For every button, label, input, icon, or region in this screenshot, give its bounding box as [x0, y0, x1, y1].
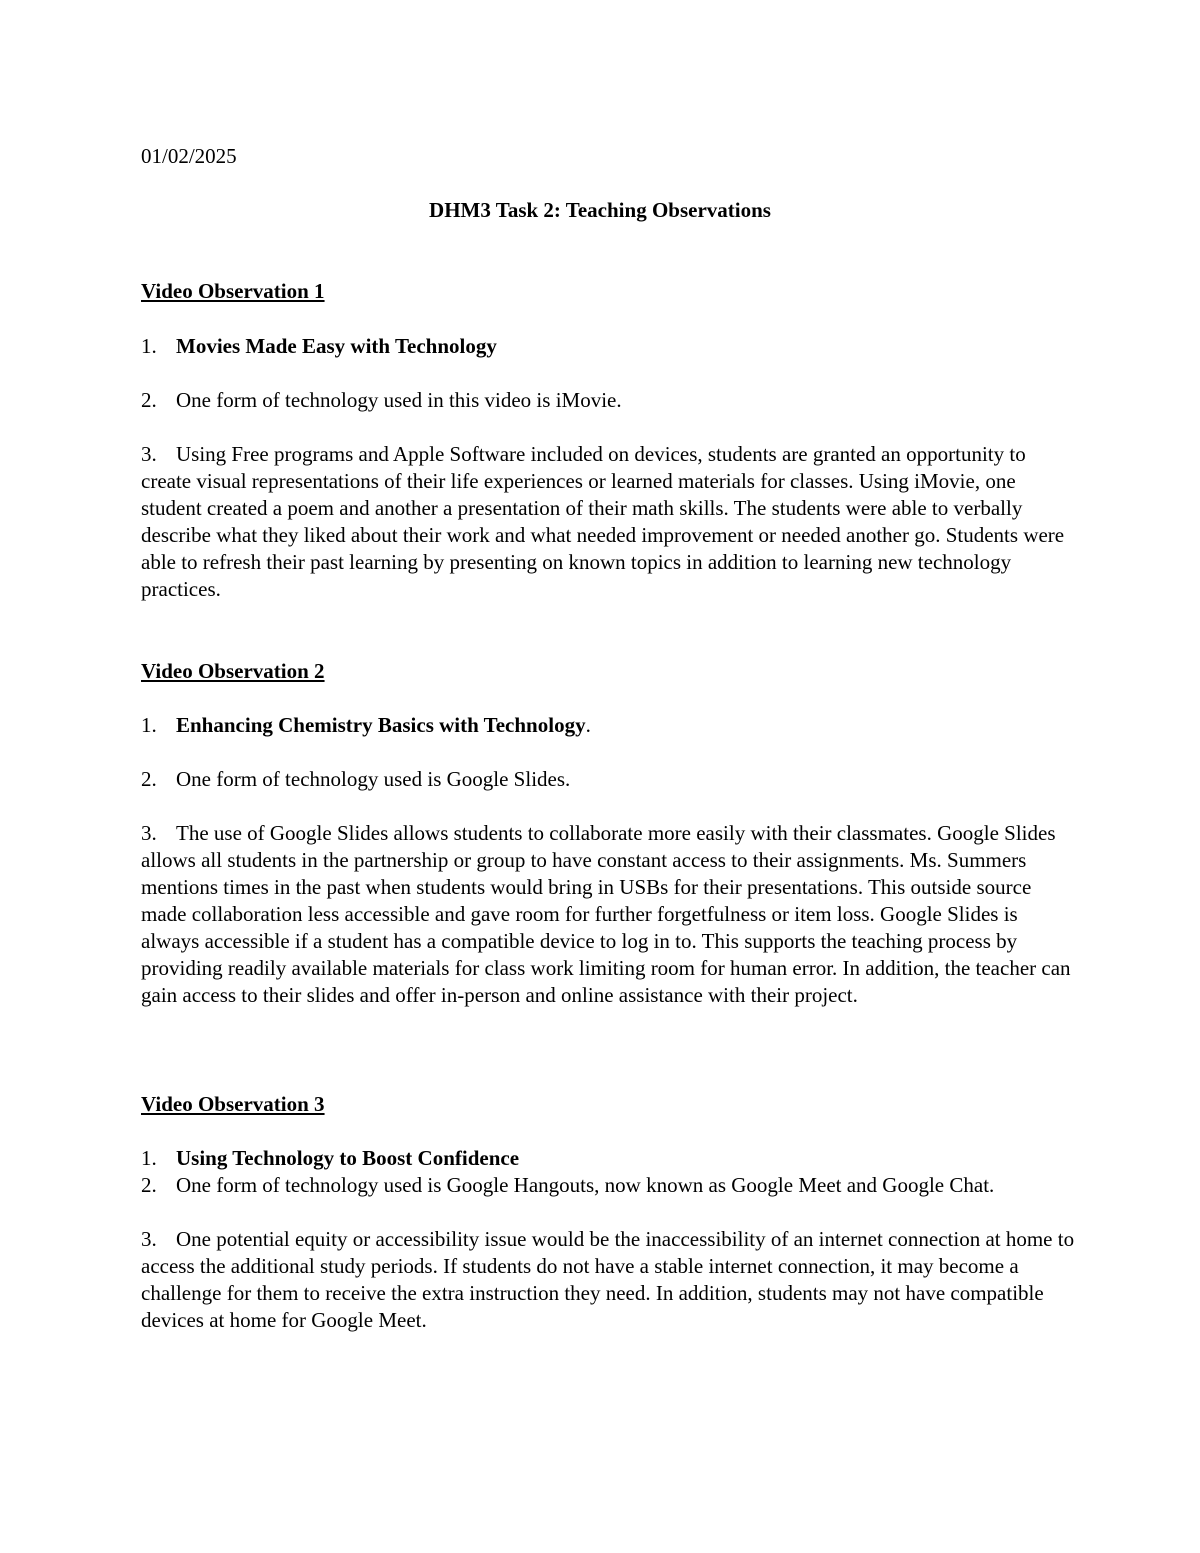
item-number: 1. [141, 713, 157, 737]
observation-1-item-2 [141, 387, 622, 414]
item-number: 3. [141, 821, 157, 845]
item-suffix: . [585, 713, 591, 737]
item-number: 1. [141, 1146, 157, 1170]
observation-1-heading: Video Observation 1 [141, 279, 325, 303]
item-number: 2. [141, 767, 157, 791]
observation-3-item-1 [141, 1145, 519, 1172]
observation-1-item-1 [141, 333, 497, 360]
observation-1-technology: One form of technology used in this video is iMovie. [176, 388, 622, 412]
observation-1-video-title: Movies Made Easy with Technology [176, 334, 497, 358]
item-number: 2. [141, 1173, 157, 1197]
observation-2-video-title: Enhancing Chemistry Basics with Technology [176, 713, 586, 737]
observation-2-item-2 [141, 766, 570, 793]
item-number: 1. [141, 334, 157, 358]
observation-2-technology: One form of technology used is Google Slides. [176, 767, 571, 791]
item-number: 3. [141, 1227, 157, 1251]
observation-3-heading: Video Observation 3 [141, 1092, 325, 1116]
observation-2-item-1 [141, 712, 591, 739]
observation-1-discussion: Using Free programs and Apple Software included on devices, students are granted an opportunity to create visual representations of their life experiences or learned materials for classes. Using iMovie, one student created a poem and another a presentation of their math skills. The students were able to verbally describe what they liked about their work and what needed improvement or needed another go. Students were able to refresh their past learning by presenting on known topics in addition to learning new technology practices. [141, 442, 1065, 601]
observation-2-item-3 [141, 820, 1081, 1009]
document-title: DHM3 Task 2: Teaching Observations [429, 198, 771, 222]
observation-3-technology: One form of technology used is Google Hangouts, now known as Google Meet and Google Chat. [176, 1173, 995, 1197]
item-number: 3. [141, 442, 157, 466]
item-number: 2. [141, 388, 157, 412]
observation-3-discussion: One potential equity or accessibility issue would be the inaccessibility of an internet connection at home to access the additional study periods. If students do not have a stable internet connection, it may become a challenge for them to receive the extra instruction they need. In addition, students may not have compatible devices at home for Google Meet. [141, 1227, 1075, 1332]
observation-3-item-2 [141, 1172, 1081, 1199]
observation-1-item-3 [141, 441, 1081, 603]
observation-2-heading: Video Observation 2 [141, 659, 325, 683]
observation-2-discussion: The use of Google Slides allows students to collaborate more easily with their classmates. Google Slides allows all students in the partnership or group to have constant access to their assignments. Ms. Summers mentions times in the past when students would bring in USBs for their presentations. This outside source made collaboration less accessible and gave room for further forgetfulness or item loss. Google Slides is always accessible if a student has a compatible device to log in to. This supports the teaching process by providing readily available materials for class work limiting room for human error. In addition, the teacher can gain access to their slides and offer in-person and online assistance with their project. [141, 821, 1071, 1007]
document-date: 01/02/2025 [141, 144, 237, 168]
observation-3-item-3 [141, 1226, 1081, 1334]
observation-3-video-title: Using Technology to Boost Confidence [176, 1146, 520, 1170]
